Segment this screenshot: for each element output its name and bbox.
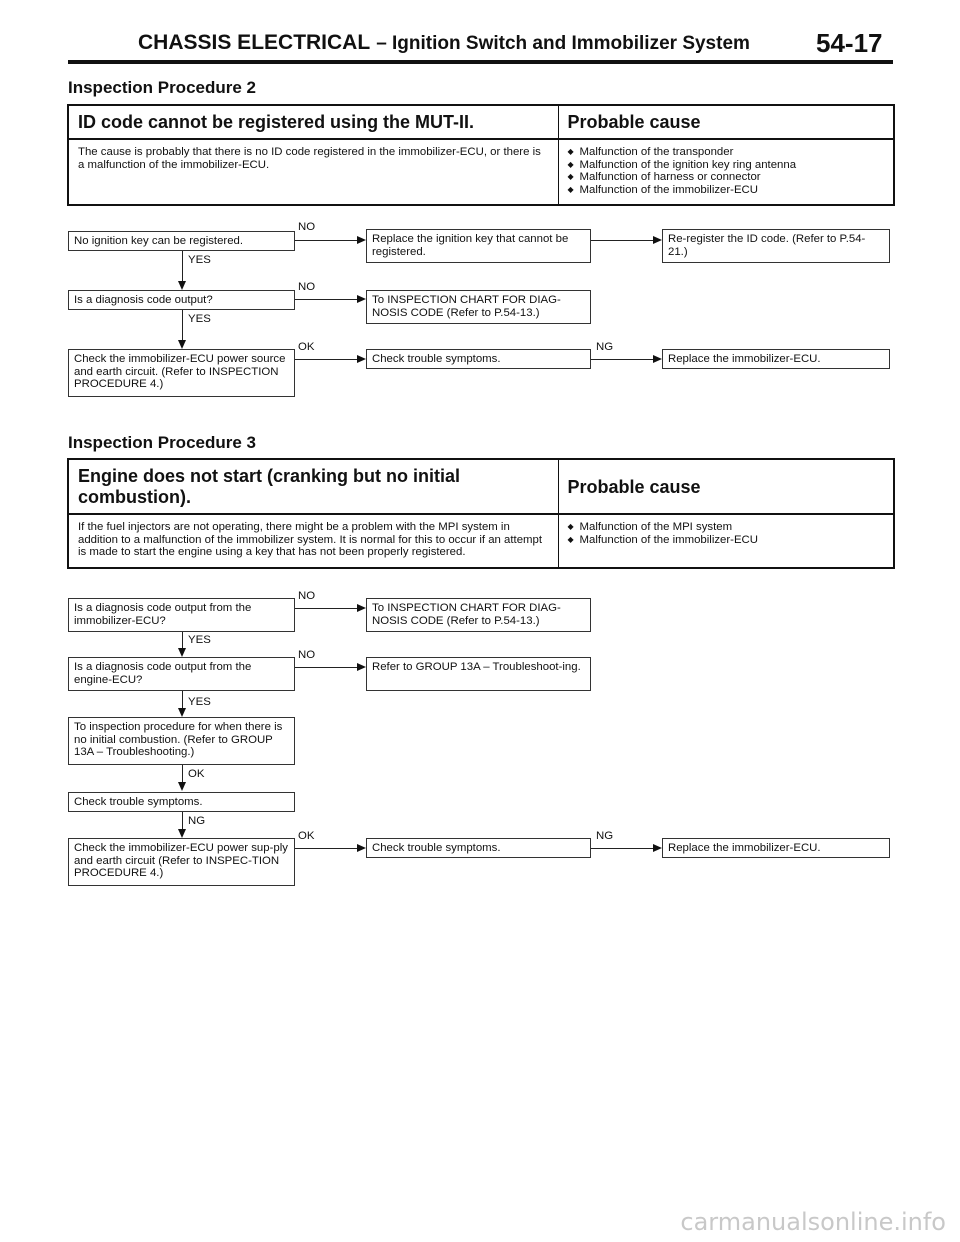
p2-q3-ok-connector	[295, 359, 357, 360]
p2-q1-no-connector	[295, 240, 357, 241]
p2-q3-ng-connector	[591, 359, 653, 360]
p3-q1-no-connector	[295, 608, 357, 609]
p3-flow-replace-box: Replace the immobilizer-ECU.	[662, 838, 890, 858]
cause-item: ◆ Malfunction of the ignition key ring antenna	[568, 159, 885, 172]
arrow-right-icon	[653, 236, 662, 244]
arrow-down-icon	[178, 281, 186, 290]
p2-q1-yes-connector	[182, 251, 183, 284]
arrow-right-icon	[357, 844, 366, 852]
p2-flow-replace-box: Replace the immobilizer-ECU.	[662, 349, 890, 369]
proc3-symptom-header: Engine does not start (cranking but no initial combustion).	[68, 459, 558, 514]
p3-flow-q1-box: Is a diagnosis code output from the immobilizer-ECU?	[68, 598, 295, 632]
p2-flow-check-box: Check trouble symptoms.	[366, 349, 591, 369]
p3-q1-no-label: NO	[298, 590, 316, 602]
p2-flow-q2-box: Is a diagnosis code output?	[68, 290, 295, 310]
header-rule	[68, 60, 893, 64]
p3-flow-q2-no-box: Refer to GROUP 13A – Troubleshoot-ing.	[366, 657, 591, 691]
p3-q3-ok-label: OK	[188, 768, 205, 780]
proc3-title: Inspection Procedure 3	[68, 433, 256, 452]
p2-flow-q1-no-box: Replace the ignition key that cannot be registered.	[366, 229, 591, 263]
p3-q5-ok-connector	[295, 848, 357, 849]
p3-q5-ok-label: OK	[298, 830, 315, 842]
proc2-cause-header: Probable cause	[558, 105, 894, 139]
cause-item: ◆ Malfunction of the transponder	[568, 146, 885, 159]
cause-item: ◆ Malfunction of harness or connector	[568, 171, 885, 184]
arrow-right-icon	[653, 355, 662, 363]
cause-item: ◆ Malfunction of the immobilizer-ECU	[568, 184, 885, 197]
p3-q2-no-label: NO	[298, 649, 316, 661]
proc2-description: The cause is probably that there is no ID code registered in the immobilizer-ECU, or there is a malfunction of the immobilizer-ECU.	[68, 139, 558, 205]
p2-q1-no-label: NO	[298, 221, 316, 233]
page-number: 54-17	[816, 28, 883, 58]
p2-flow-q1-box: No ignition key can be registered.	[68, 231, 295, 251]
proc3-description: If the fuel injectors are not operating, there might be a problem with the MPI system in addition to a malfunction of the immobilizer system. It is normal for this to occur if an attempt is made to start the engine using a key that has not been properly registered.	[68, 514, 558, 568]
p3-q2-yes-label: YES	[188, 696, 211, 708]
p3-flow-q4-box: Check trouble symptoms.	[68, 792, 295, 812]
arrow-right-icon	[357, 295, 366, 303]
proc2-title: Inspection Procedure 2	[68, 78, 256, 97]
proc2-cause-table	[67, 104, 895, 206]
p2-flow-q2-no-box: To INSPECTION CHART FOR DIAG-NOSIS CODE (Refer to P.54-13.)	[366, 290, 591, 324]
p2-q2-yes-connector	[182, 310, 183, 343]
arrow-right-icon	[653, 844, 662, 852]
arrow-right-icon	[357, 663, 366, 671]
proc3-causes-cell	[558, 514, 894, 568]
p2-flow-reregister-box: Re-register the ID code. (Refer to P.54-21.)	[662, 229, 890, 263]
p3-q1-yes-label: YES	[188, 634, 211, 646]
arrow-right-icon	[357, 355, 366, 363]
p3-flow-q1-no-box: To INSPECTION CHART FOR DIAG-NOSIS CODE (Refer to P.54-13.)	[366, 598, 591, 632]
p2-q1-yes-label: YES	[188, 254, 211, 266]
proc3-cause-header: Probable cause	[558, 459, 894, 514]
p3-q5-ng-connector	[591, 848, 653, 849]
proc2-cause-list	[568, 146, 885, 196]
arrow-down-icon	[178, 708, 186, 717]
proc2-symptom-header: ID code cannot be registered using the MUT-II.	[68, 105, 558, 139]
p2-q1-next-connector	[591, 240, 653, 241]
page-header-title	[138, 31, 750, 55]
arrow-right-icon	[357, 236, 366, 244]
arrow-right-icon	[357, 604, 366, 612]
p3-flow-q2-box: Is a diagnosis code output from the engine-ECU?	[68, 657, 295, 691]
p2-q2-no-label: NO	[298, 281, 316, 293]
section-title: CHASSIS ELECTRICAL	[138, 31, 371, 54]
arrow-down-icon	[178, 782, 186, 791]
p2-q2-yes-label: YES	[188, 313, 211, 325]
arrow-down-icon	[178, 829, 186, 838]
p3-flow-q3-box: To inspection procedure for when there is no initial combustion. (Refer to GROUP 13A – Troubleshooting.)	[68, 717, 295, 765]
p2-q3-ok-label: OK	[298, 341, 315, 353]
arrow-down-icon	[178, 340, 186, 349]
arrow-down-icon	[178, 648, 186, 657]
p2-flow-q3-box: Check the immobilizer-ECU power source and earth circuit. (Refer to INSPECTION PROCEDURE 4.)	[68, 349, 295, 397]
proc3-cause-table	[67, 458, 895, 569]
p3-q5-ng-label: NG	[596, 830, 614, 842]
proc2-causes-cell	[558, 139, 894, 205]
p3-q2-no-connector	[295, 667, 357, 668]
p2-q3-ng-label: NG	[596, 341, 614, 353]
p3-q4-ng-label: NG	[188, 815, 206, 827]
p3-flow-q5-box: Check the immobilizer-ECU power sup-ply and earth circuit (Refer to INSPEC-TION PROCEDURE 4.)	[68, 838, 295, 886]
p3-flow-check-box: Check trouble symptoms.	[366, 838, 591, 858]
p2-q2-no-connector	[295, 299, 357, 300]
section-subtitle: – Ignition Switch and Immobilizer System	[376, 33, 750, 54]
cause-item: ◆ Malfunction of the MPI system	[568, 521, 885, 534]
watermark: carmanualsonline.info	[680, 1208, 946, 1236]
cause-item: ◆ Malfunction of the immobilizer-ECU	[568, 534, 885, 547]
proc3-cause-list	[568, 521, 885, 546]
